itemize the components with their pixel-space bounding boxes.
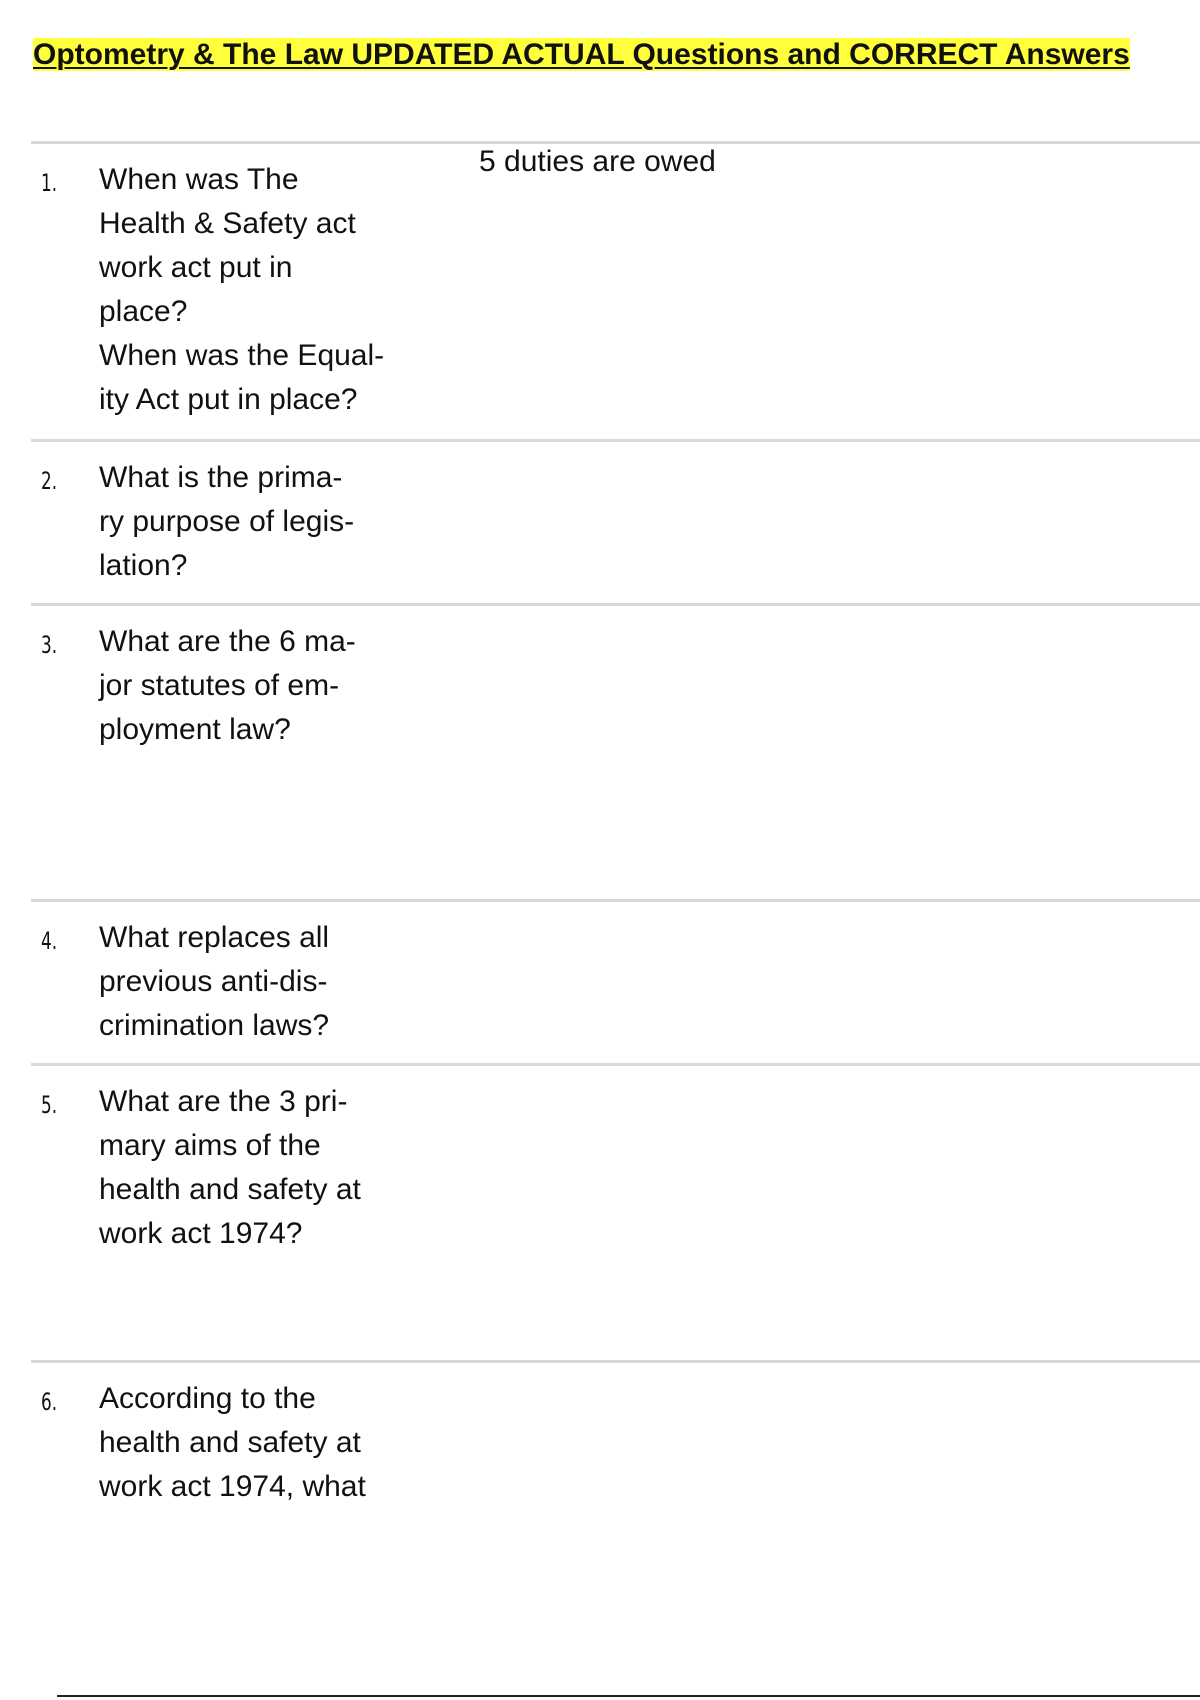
qa-row-2 <box>31 439 1200 603</box>
page-bottom-rule <box>57 1695 1200 1697</box>
question-number: 6. <box>41 1388 58 1416</box>
question-number: 3. <box>41 631 58 659</box>
qa-row-4 <box>31 899 1200 1063</box>
question-text: When was The Health & Safety act work act put in place? When was the Equal- ity Act put in place? <box>99 163 385 416</box>
qa-row-5 <box>31 1063 1200 1360</box>
question-text: According to the health and safety at work act 1974, what <box>99 1382 366 1503</box>
question-answer-list <box>31 141 1200 1680</box>
question-number: 4. <box>41 927 58 955</box>
question-text: What replaces all previous anti-dis- crimination laws? <box>99 921 330 1042</box>
question-text: What are the 3 pri- mary aims of the health and safety at work act 1974? <box>99 1085 361 1250</box>
qa-row-6 <box>31 1360 1200 1680</box>
question-number: 1. <box>41 169 58 197</box>
question-number: 2. <box>41 467 58 495</box>
document-title <box>33 36 1143 73</box>
qa-row-3 <box>31 603 1200 899</box>
answer-text: 5 duties are owed <box>479 145 716 178</box>
qa-row-1 <box>31 141 1200 439</box>
question-text: What is the prima- ry purpose of legis- lation? <box>99 461 355 582</box>
question-number: 5. <box>41 1091 58 1119</box>
document-title-text: Optometry & The Law UPDATED ACTUAL Questions and CORRECT Answers <box>33 38 1130 71</box>
question-text: What are the 6 ma- jor statutes of em- ployment law? <box>99 625 356 746</box>
